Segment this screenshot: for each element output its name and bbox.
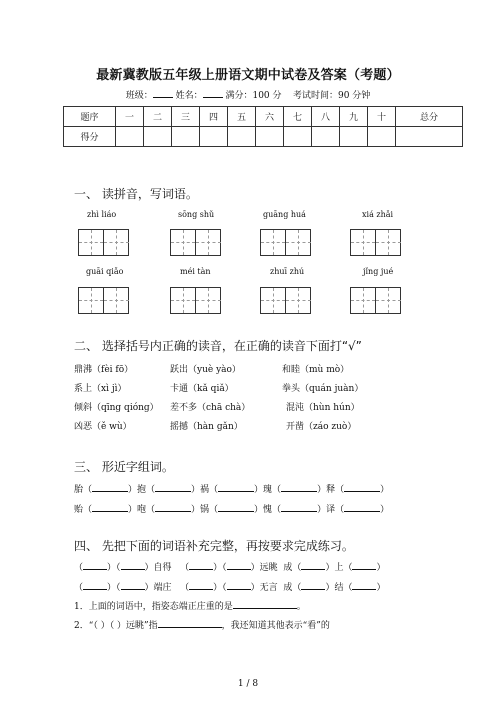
score-cell[interactable] [312,127,340,147]
pinyin-label: zhuī zhú [270,267,305,276]
answer-blank[interactable] [189,580,213,590]
idiom-line: （ ）（ ）自得 （ ）（ ）远眺 成（ ）上（ ） [74,560,385,573]
answer-blank[interactable] [233,599,297,609]
reading-choice[interactable]: 系上（xì jì） [74,384,127,394]
exam-info [0,88,496,101]
score-table [63,106,463,147]
pinyin-label: zhì liáo [87,210,117,219]
reading-choice[interactable]: 和睦（mù mò） [282,365,350,375]
writing-grid[interactable] [170,287,221,314]
header-cell: 一 [116,107,144,127]
answer-blank[interactable] [301,560,325,570]
answer-blank[interactable] [155,482,191,492]
answer-blank[interactable] [92,502,128,512]
page-title: 最新冀教版五年级上册语文期中试卷及答案（考题） [96,68,400,83]
char-group-line: 胎（ ）抱（ ）祸（ ）瑰（ ）释（ ） [74,482,389,495]
pinyin-label: guāng huá [263,210,306,219]
reading-choice[interactable]: 卡通（kǎ qiǎ） [170,384,234,394]
score-cell[interactable] [228,127,256,147]
pinyin-label: jǐng jué [363,267,394,276]
pinyin-label: guāi qiǎo [86,267,124,276]
answer-blank[interactable] [344,502,380,512]
header-cell: 题序 [64,107,116,127]
writing-grid[interactable] [350,229,401,256]
char-group-line: 贻（ ）咆（ ）锅（ ）愧（ ）译（ ） [74,502,389,515]
answer-blank[interactable] [227,580,251,590]
header-cell: 七 [284,107,312,127]
answer-blank[interactable] [301,580,325,590]
answer-blank[interactable] [218,502,254,512]
full-score-label: 满分：100 分 [225,91,282,101]
section3-heading: 三、 形近字组词。 [74,460,174,474]
row-label: 得分 [64,127,116,147]
answer-blank[interactable] [121,560,145,570]
question-2: 2．“（ ）（ ）远眺”指 ，我还知道其他表示“看”的 [74,618,330,631]
writing-grid[interactable] [78,287,129,314]
answer-blank[interactable] [92,482,128,492]
header-cell: 五 [228,107,256,127]
score-cell[interactable] [368,127,396,147]
header-cell: 三 [172,107,200,127]
pinyin-label: sōng shǔ [178,210,215,219]
writing-grid[interactable] [78,229,129,256]
answer-blank[interactable] [189,560,213,570]
answer-blank[interactable] [344,482,380,492]
reading-choice[interactable]: 鼎沸（fèi fō） [74,365,134,375]
header-cell: 八 [312,107,340,127]
pinyin-label: xiá zhǎi [362,210,394,219]
writing-grid[interactable] [260,287,311,314]
pinyin-label: méi tàn [180,267,211,276]
idiom-line: （ ）（ ）端庄 （ ）（ ）无言 成（ ）结（ ） [74,580,385,593]
score-cell[interactable] [200,127,228,147]
name-label: 姓名： [175,91,203,101]
score-header-row [64,107,463,127]
reading-choice[interactable]: 混沌（hùn hún） [286,403,360,413]
page-number: 1 / 8 [237,679,259,689]
class-label: 班级： [125,91,153,101]
section2-heading: 二、 选择括号内正确的读音，在正确的读音下面打“√” [74,339,362,353]
score-cell[interactable] [340,127,368,147]
section1-heading: 一、 读拼音，写词语。 [74,187,198,201]
score-cell[interactable] [256,127,284,147]
header-cell: 二 [144,107,172,127]
answer-blank[interactable] [155,502,191,512]
header-cell: 四 [200,107,228,127]
time-label: 考试时间：90 分钟 [292,91,371,101]
writing-grid[interactable] [350,287,401,314]
writing-grid[interactable] [260,229,311,256]
score-cell[interactable] [172,127,200,147]
score-cell[interactable] [116,127,144,147]
header-cell: 十 [368,107,396,127]
reading-choice[interactable]: 凶恶（ě wù） [74,422,132,432]
score-cell[interactable] [284,127,312,147]
question-1: 1．上面的词语中，指姿态端正庄重的是 。 [74,599,306,612]
reading-choice[interactable]: 开凿（záo zuò） [286,422,357,432]
reading-choice[interactable]: 拳头（quán juàn） [282,384,364,394]
answer-blank[interactable] [281,482,317,492]
reading-choice[interactable]: 摇撼（hàn gǎn） [170,422,243,432]
name-blank [203,89,223,98]
writing-grid[interactable] [170,229,221,256]
reading-choice[interactable]: 跃出（yuè yào） [170,365,241,375]
answer-blank[interactable] [218,482,254,492]
answer-blank[interactable] [281,502,317,512]
reading-choice[interactable]: 差不多（chā chà） [170,403,251,413]
answer-blank[interactable] [121,580,145,590]
class-blank [153,89,173,98]
score-row [64,127,463,147]
answer-blank[interactable] [352,560,376,570]
header-cell: 六 [256,107,284,127]
answer-blank[interactable] [352,580,376,590]
reading-choice[interactable]: 倾斜（qīng qióng） [74,403,159,413]
answer-blank[interactable] [83,580,107,590]
answer-blank[interactable] [83,560,107,570]
score-cell[interactable] [396,127,463,147]
answer-blank[interactable] [227,560,251,570]
section4-heading: 四、 先把下面的词语补充完整，再按要求完成练习。 [74,539,354,553]
score-cell[interactable] [144,127,172,147]
header-cell: 总分 [396,107,463,127]
header-cell: 九 [340,107,368,127]
answer-blank[interactable] [158,618,222,628]
